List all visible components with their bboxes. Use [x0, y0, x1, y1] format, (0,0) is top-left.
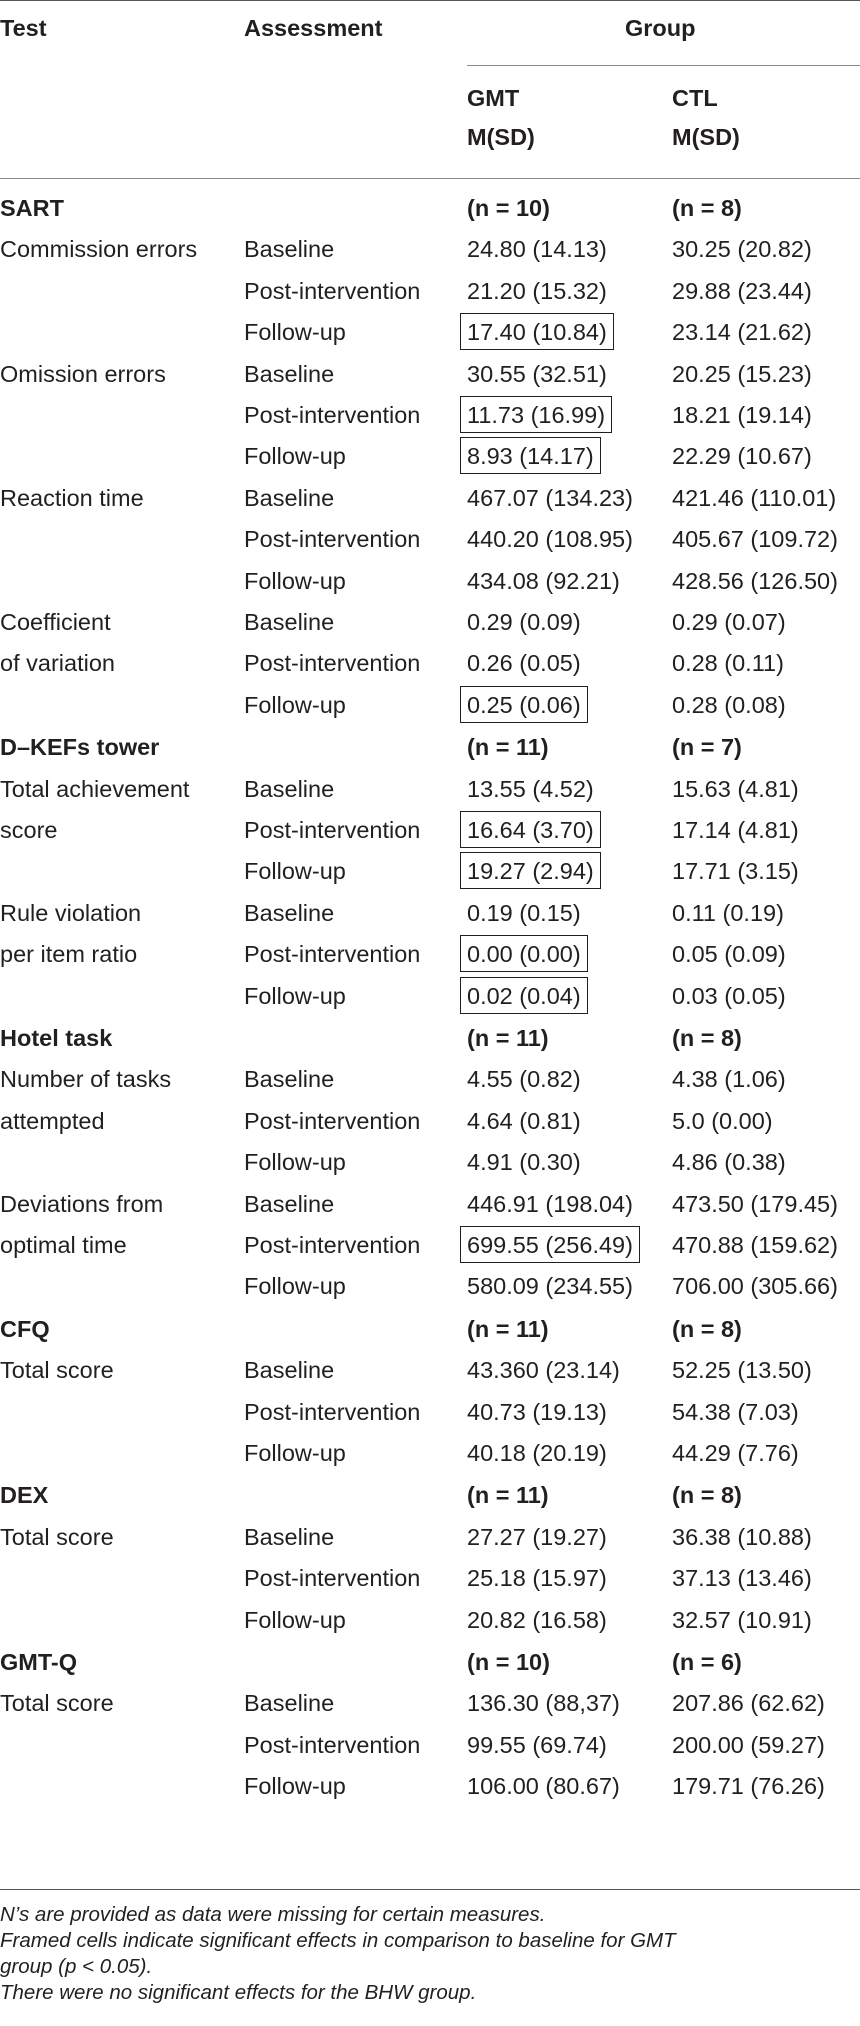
gmt-value-cell: 0.19 (0.15): [467, 899, 581, 926]
gmt-n-count: (n = 10): [467, 1649, 550, 1675]
assessment-cell: Follow-up: [244, 443, 346, 470]
assessment-cell: Baseline: [244, 1066, 335, 1093]
ctl-value-cell: 207.86 (62.62): [672, 1690, 825, 1717]
measure-label: of variation: [0, 650, 115, 677]
ctl-value-cell: 470.88 (159.62): [672, 1232, 838, 1258]
ctl-value-cell: 22.29 (10.67): [672, 443, 812, 470]
assessment-cell: Follow-up: [244, 858, 346, 885]
gmt-n-count: (n = 11): [467, 734, 549, 761]
header-assessment: Assessment: [244, 15, 383, 41]
section-title: GMT-Q: [0, 1649, 78, 1675]
ctl-value-cell: 421.46 (110.01): [672, 484, 837, 511]
gmt-value-cell: 4.91 (0.30): [467, 1149, 581, 1176]
ctl-value-cell: 15.63 (4.81): [672, 775, 799, 802]
measure-label: Deviations from: [0, 1190, 164, 1217]
ctl-n-count: (n = 8): [672, 195, 742, 221]
significance-frame: [460, 396, 612, 433]
gmt-value-cell: 0.26 (0.05): [467, 650, 581, 677]
ctl-value-cell: 0.28 (0.11): [672, 650, 784, 677]
gmt-value-cell: 43.360 (23.14): [467, 1357, 620, 1384]
ctl-n-count: (n = 7): [672, 734, 742, 761]
gmt-value-cell: 440.20 (108.95): [467, 526, 633, 553]
assessment-cell: Baseline: [244, 1357, 335, 1384]
ctl-value-cell: 18.21 (19.14): [672, 402, 812, 428]
gmt-value-cell: 19.27 (2.94): [467, 858, 594, 885]
ctl-n-count: (n = 8): [672, 1025, 742, 1051]
assessment-cell: Post-intervention: [244, 1565, 421, 1592]
gmt-value-cell: 27.27 (19.27): [467, 1523, 607, 1550]
gmt-n-count: (n = 11): [467, 1025, 549, 1051]
header-ctl-msd: M(SD): [672, 124, 740, 150]
measure-label: optimal time: [0, 1232, 127, 1258]
measure-label: attempted: [0, 1107, 105, 1134]
assessment-cell: Baseline: [244, 1190, 335, 1217]
ctl-value-cell: 4.86 (0.38): [672, 1149, 786, 1176]
assessment-cell: Baseline: [244, 1690, 335, 1717]
gmt-value-cell: 136.30 (88,37): [467, 1690, 620, 1717]
ctl-n-count: (n = 8): [672, 1482, 742, 1509]
assessment-cell: Follow-up: [244, 982, 346, 1009]
significance-frame: [460, 1226, 640, 1263]
ctl-value-cell: 428.56 (126.50): [672, 567, 838, 594]
assessment-cell: Baseline: [244, 775, 335, 802]
section-title: DEX: [0, 1482, 49, 1509]
gmt-value-cell: 699.55 (256.49): [467, 1232, 633, 1258]
ctl-value-cell: 179.71 (76.26): [672, 1773, 825, 1800]
ctl-value-cell: 0.29 (0.07): [672, 609, 786, 635]
gmt-value-cell: 106.00 (80.67): [467, 1773, 620, 1800]
gmt-value-cell: 99.55 (69.74): [467, 1731, 607, 1758]
gmt-value-cell: 16.64 (3.70): [467, 817, 594, 843]
gmt-n-count: (n = 11): [467, 1482, 549, 1509]
assessment-cell: Post-intervention: [244, 1232, 421, 1258]
section-title: Hotel task: [0, 1025, 113, 1051]
assessment-cell: Post-intervention: [244, 277, 421, 304]
measure-label: Commission errors: [0, 236, 198, 263]
assessment-cell: Post-intervention: [244, 941, 421, 968]
ctl-value-cell: 36.38 (10.88): [672, 1523, 812, 1550]
footnote-missing: N’s are provided as data were missing for certain measures.: [0, 1903, 546, 1926]
ctl-value-cell: 20.25 (15.23): [672, 360, 812, 387]
measure-label: Omission errors: [0, 360, 166, 387]
gmt-value-cell: 24.80 (14.13): [467, 236, 607, 263]
measure-label: Reaction time: [0, 484, 144, 511]
assessment-cell: Baseline: [244, 236, 335, 263]
measure-label: Rule violation: [0, 899, 142, 926]
ctl-value-cell: 473.50 (179.45): [672, 1190, 838, 1217]
ctl-value-cell: 32.57 (10.91): [672, 1606, 812, 1633]
significance-frame: [460, 935, 588, 972]
gmt-value-cell: 11.73 (16.99): [467, 402, 606, 428]
significance-frame: [460, 811, 601, 848]
footnote-framed-cont: group (p < 0.05).: [0, 1955, 153, 1978]
assessment-cell: Baseline: [244, 1523, 335, 1550]
measure-label: Number of tasks: [0, 1066, 172, 1093]
ctl-value-cell: 0.03 (0.05): [672, 982, 786, 1009]
ctl-value-cell: 4.38 (1.06): [672, 1066, 786, 1093]
assessment-cell: Follow-up: [244, 691, 346, 718]
gmt-value-cell: 21.20 (15.32): [467, 277, 607, 304]
ctl-value-cell: 0.05 (0.09): [672, 941, 786, 968]
gmt-n-count: (n = 11): [467, 1315, 549, 1342]
gmt-value-cell: 40.18 (20.19): [467, 1440, 607, 1466]
gmt-value-cell: 17.40 (10.84): [467, 319, 607, 346]
assessment-cell: Follow-up: [244, 567, 346, 594]
assessment-cell: Baseline: [244, 360, 335, 387]
gmt-value-cell: 467.07 (134.23): [467, 484, 633, 511]
assessment-cell: Baseline: [244, 609, 335, 635]
assessment-cell: Post-intervention: [244, 650, 421, 677]
assessment-cell: Baseline: [244, 484, 335, 511]
gmt-value-cell: 40.73 (19.13): [467, 1398, 607, 1425]
significance-frame: [460, 313, 614, 350]
gmt-value-cell: 0.29 (0.09): [467, 609, 581, 635]
gmt-value-cell: 25.18 (15.97): [467, 1565, 607, 1592]
gmt-value-cell: 446.91 (198.04): [467, 1190, 633, 1217]
header-group: Group: [625, 15, 696, 41]
header-gmt: GMT: [467, 85, 520, 111]
measure-label: Total score: [0, 1357, 114, 1384]
ctl-value-cell: 44.29 (7.76): [672, 1440, 799, 1466]
ctl-value-cell: 52.25 (13.50): [672, 1357, 812, 1384]
assessment-cell: Follow-up: [244, 1149, 346, 1176]
gmt-value-cell: 13.55 (4.52): [467, 775, 594, 802]
assessment-cell: Post-intervention: [244, 1398, 421, 1425]
measure-label: score: [0, 817, 58, 843]
gmt-value-cell: 0.00 (0.00): [467, 941, 581, 968]
measure-label: per item ratio: [0, 941, 138, 968]
measure-label: Total score: [0, 1690, 114, 1717]
ctl-value-cell: 405.67 (109.72): [672, 526, 838, 553]
measure-label: Coefficient: [0, 609, 111, 635]
significance-frame: [460, 686, 588, 723]
ctl-value-cell: 0.28 (0.08): [672, 691, 786, 718]
section-title: SART: [0, 195, 64, 221]
significance-frame: [460, 437, 601, 474]
ctl-value-cell: 54.38 (7.03): [672, 1398, 799, 1425]
header-test: Test: [0, 15, 47, 41]
ctl-value-cell: 5.0 (0.00): [672, 1107, 773, 1134]
table-bottom-rule: [0, 1889, 860, 1890]
gmt-n-count: (n = 10): [467, 195, 550, 221]
gmt-value-cell: 30.55 (32.51): [467, 360, 607, 387]
header-ctl: CTL: [672, 85, 718, 111]
significance-frame: [460, 852, 601, 889]
ctl-value-cell: 17.14 (4.81): [672, 817, 799, 843]
assessment-cell: Follow-up: [244, 1773, 346, 1800]
footnote-framed: Framed cells indicate significant effects in comparison to baseline for GMT: [0, 1929, 676, 1952]
footnote-bhw: There were no significant effects for the BHW group.: [0, 1981, 477, 2004]
section-title: CFQ: [0, 1315, 50, 1342]
assessment-cell: Post-intervention: [244, 526, 421, 553]
ctl-value-cell: 23.14 (21.62): [672, 319, 812, 346]
ctl-value-cell: 30.25 (20.82): [672, 236, 812, 263]
ctl-value-cell: 17.71 (3.15): [672, 858, 799, 885]
ctl-value-cell: 29.88 (23.44): [672, 277, 812, 304]
gmt-value-cell: 20.82 (16.58): [467, 1606, 607, 1633]
assessment-cell: Baseline: [244, 899, 335, 926]
assessment-cell: Post-intervention: [244, 402, 421, 428]
assessment-cell: Follow-up: [244, 1440, 346, 1466]
ctl-n-count: (n = 8): [672, 1315, 742, 1342]
gmt-value-cell: 8.93 (14.17): [467, 443, 594, 470]
header-rule: [0, 178, 860, 179]
measure-label: Total achievement: [0, 775, 190, 802]
gmt-value-cell: 0.25 (0.06): [467, 691, 581, 718]
ctl-value-cell: 200.00 (59.27): [672, 1731, 825, 1758]
gmt-value-cell: 434.08 (92.21): [467, 567, 620, 594]
group-subrule: [467, 65, 860, 66]
significance-frame: [460, 977, 588, 1014]
assessment-cell: Follow-up: [244, 319, 346, 346]
table-top-rule: [0, 0, 860, 1]
section-title: D–KEFs tower: [0, 734, 160, 761]
assessment-cell: Post-intervention: [244, 1731, 421, 1758]
ctl-n-count: (n = 6): [672, 1649, 742, 1675]
gmt-value-cell: 0.02 (0.04): [467, 982, 581, 1009]
gmt-value-cell: 580.09 (234.55): [467, 1273, 633, 1300]
assessment-cell: Post-intervention: [244, 817, 421, 843]
ctl-value-cell: 37.13 (13.46): [672, 1565, 812, 1592]
assessment-cell: Follow-up: [244, 1273, 346, 1300]
measure-label: Total score: [0, 1523, 114, 1550]
assessment-cell: Post-intervention: [244, 1107, 421, 1134]
gmt-value-cell: 4.64 (0.81): [467, 1107, 581, 1134]
ctl-value-cell: 0.11 (0.19): [672, 899, 784, 926]
assessment-cell: Follow-up: [244, 1606, 346, 1633]
ctl-value-cell: 706.00 (305.66): [672, 1273, 838, 1300]
header-gmt-msd: M(SD): [467, 124, 535, 150]
gmt-value-cell: 4.55 (0.82): [467, 1066, 581, 1093]
